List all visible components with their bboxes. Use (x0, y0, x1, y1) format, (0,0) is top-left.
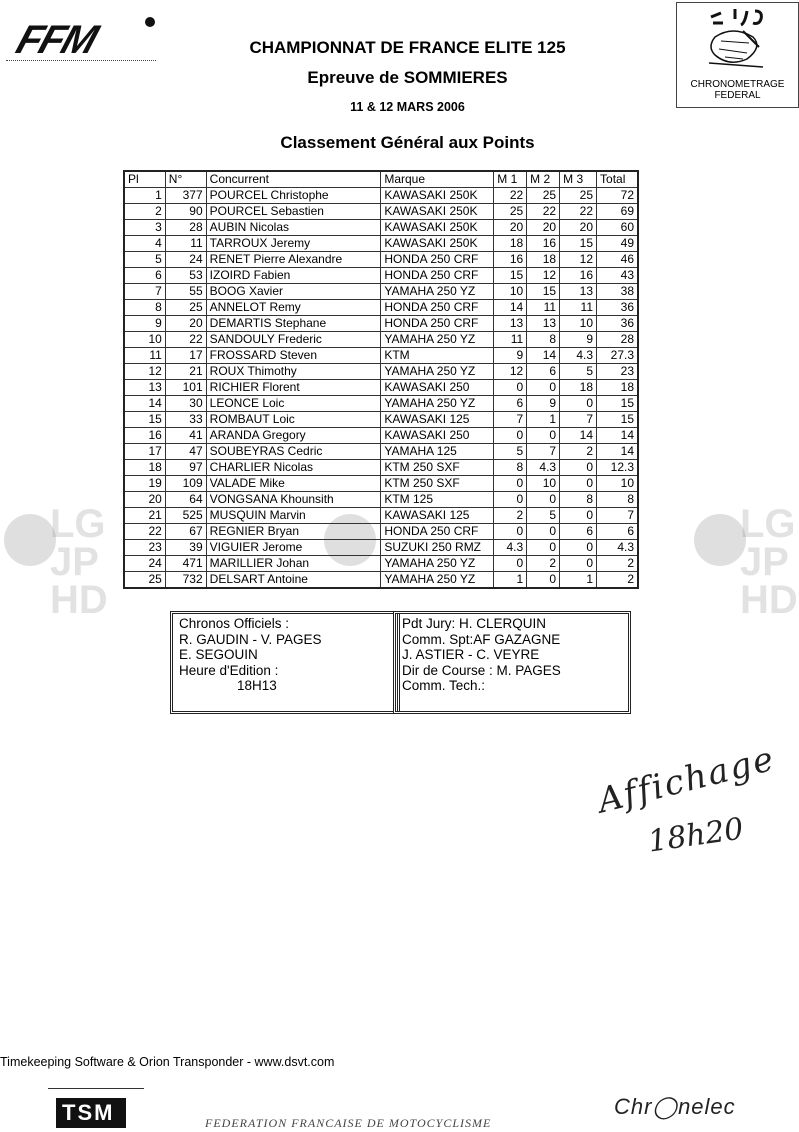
cell-position: 23 (124, 540, 165, 556)
cell-brand: KAWASAKI 125 (381, 508, 494, 524)
cell-total: 49 (597, 236, 638, 252)
cell-brand: KTM (381, 348, 494, 364)
cell-brand: YAMAHA 250 YZ (381, 364, 494, 380)
cell-m2: 5 (527, 508, 560, 524)
cell-number: 11 (165, 236, 206, 252)
table-row (124, 444, 638, 460)
table-row (124, 332, 638, 348)
cell-m1: 14 (494, 300, 527, 316)
table-row (124, 348, 638, 364)
cell-m1: 0 (494, 524, 527, 540)
cell-brand: YAMAHA 250 YZ (381, 284, 494, 300)
ffm-logo-underline (6, 60, 156, 65)
cell-total: 72 (597, 188, 638, 204)
cell-m3: 22 (560, 204, 597, 220)
cell-rider: RENET Pierre Alexandre (206, 252, 381, 268)
cell-m1: 1 (494, 572, 527, 589)
cell-total: 8 (597, 492, 638, 508)
page-title: CHAMPIONNAT DE FRANCE ELITE 125 (249, 38, 566, 57)
cell-m1: 10 (494, 284, 527, 300)
table-row (124, 508, 638, 524)
cell-brand: KAWASAKI 250K (381, 220, 494, 236)
officials-right-box (395, 613, 629, 712)
watermark-right: LG JP HD (740, 502, 798, 622)
cell-m2: 14 (527, 348, 560, 364)
ranking-title: Classement Général aux Points (280, 133, 535, 152)
cell-position: 15 (124, 412, 165, 428)
cell-m1: 16 (494, 252, 527, 268)
col-header-m1: M 1 (494, 171, 527, 188)
cell-m1: 0 (494, 380, 527, 396)
cell-rider: MUSQUIN Marvin (206, 508, 381, 524)
cell-m1: 6 (494, 396, 527, 412)
cell-brand: YAMAHA 250 YZ (381, 332, 494, 348)
cell-total: 36 (597, 316, 638, 332)
cell-m1: 0 (494, 492, 527, 508)
cell-brand: HONDA 250 CRF (381, 268, 494, 284)
table-row (124, 236, 638, 252)
cell-number: 22 (165, 332, 206, 348)
cell-total: 60 (597, 220, 638, 236)
cell-brand: KAWASAKI 250K (381, 236, 494, 252)
cell-position: 24 (124, 556, 165, 572)
cell-rider: DEMARTIS Stephane (206, 316, 381, 332)
table-row (124, 316, 638, 332)
table-row (124, 300, 638, 316)
cell-total: 2 (597, 556, 638, 572)
cell-m2: 9 (527, 396, 560, 412)
table-row (124, 204, 638, 220)
cell-m3: 14 (560, 428, 597, 444)
cell-m2: 10 (527, 476, 560, 492)
cell-brand: YAMAHA 250 YZ (381, 556, 494, 572)
footer-divider (48, 1088, 144, 1089)
table-row (124, 524, 638, 540)
cell-m3: 8 (560, 492, 597, 508)
cell-m2: 7 (527, 444, 560, 460)
cell-position: 21 (124, 508, 165, 524)
cell-brand: HONDA 250 CRF (381, 252, 494, 268)
cell-number: 41 (165, 428, 206, 444)
cell-brand: HONDA 250 CRF (381, 524, 494, 540)
cell-number: 47 (165, 444, 206, 460)
officials-right-line: Comm. Tech.: (402, 678, 486, 693)
cell-number: 55 (165, 284, 206, 300)
cell-brand: YAMAHA 250 YZ (381, 572, 494, 589)
cell-rider: AUBIN Nicolas (206, 220, 381, 236)
cell-brand: YAMAHA 125 (381, 444, 494, 460)
chronelec-logo: Chr◯nelec (614, 1094, 736, 1119)
cell-position: 3 (124, 220, 165, 236)
cell-total: 15 (597, 412, 638, 428)
cell-total: 12.3 (597, 460, 638, 476)
cell-m3: 0 (560, 508, 597, 524)
cell-number: 90 (165, 204, 206, 220)
col-header-rider: Concurrent (206, 171, 381, 188)
col-header-m3: M 3 (560, 171, 597, 188)
footer-software-credit: Timekeeping Software & Orion Transponder - www.dsvt.com (0, 1055, 335, 1069)
results-table (123, 170, 639, 589)
edition-time: 18H13 (237, 678, 277, 693)
cell-total: 14 (597, 428, 638, 444)
cell-number: 97 (165, 460, 206, 476)
cell-brand: KAWASAKI 250 (381, 380, 494, 396)
cell-brand: YAMAHA 250 YZ (381, 396, 494, 412)
cell-rider: BOOG Xavier (206, 284, 381, 300)
cell-rider: RICHIER Florent (206, 380, 381, 396)
cell-m3: 25 (560, 188, 597, 204)
col-header-brand: Marque (381, 171, 494, 188)
officials-left-box (172, 613, 398, 712)
cell-m2: 11 (527, 300, 560, 316)
cell-number: 17 (165, 348, 206, 364)
cell-m2: 0 (527, 428, 560, 444)
cell-total: 10 (597, 476, 638, 492)
table-row (124, 460, 638, 476)
cell-m1: 9 (494, 348, 527, 364)
tsm-logo (56, 1098, 126, 1128)
ffm-logo-dot (144, 16, 156, 28)
tsm-logo-text: TSM (62, 1100, 115, 1125)
cell-m2: 25 (527, 188, 560, 204)
cell-number: 64 (165, 492, 206, 508)
federal-label: FEDERAL (714, 90, 761, 101)
cell-rider: DELSART Antoine (206, 572, 381, 589)
cell-m1: 2 (494, 508, 527, 524)
cell-m3: 11 (560, 300, 597, 316)
cell-rider: ARANDA Gregory (206, 428, 381, 444)
cell-position: 10 (124, 332, 165, 348)
event-dates: 11 & 12 MARS 2006 (350, 100, 465, 114)
officials-right-line: Pdt Jury: H. CLERQUIN (402, 616, 547, 631)
cell-m2: 6 (527, 364, 560, 380)
cell-m3: 1 (560, 572, 597, 589)
cell-m2: 0 (527, 492, 560, 508)
officials-right-line: Comm. Spt:AF GAZAGNE (402, 631, 561, 647)
cell-number: 30 (165, 396, 206, 412)
cell-rider: SANDOULY Frederic (206, 332, 381, 348)
cell-number: 28 (165, 220, 206, 236)
cell-brand: KTM 250 SXF (381, 476, 494, 492)
cell-rider: POURCEL Christophe (206, 188, 381, 204)
cell-m3: 0 (560, 540, 597, 556)
cell-position: 8 (124, 300, 165, 316)
cell-m3: 18 (560, 380, 597, 396)
table-row (124, 364, 638, 380)
cell-m3: 10 (560, 316, 597, 332)
cell-rider: TARROUX Jeremy (206, 236, 381, 252)
cell-position: 22 (124, 524, 165, 540)
cell-brand: HONDA 250 CRF (381, 300, 494, 316)
cell-m1: 5 (494, 444, 527, 460)
cell-m3: 20 (560, 220, 597, 236)
cell-m3: 16 (560, 268, 597, 284)
cell-total: 38 (597, 284, 638, 300)
cell-number: 39 (165, 540, 206, 556)
cell-position: 1 (124, 188, 165, 204)
officials-right-line: Dir de Course : M. PAGES (402, 662, 561, 678)
table-row (124, 540, 638, 556)
officials-left-line: Heure d'Edition : (179, 662, 279, 678)
cell-position: 12 (124, 364, 165, 380)
cell-brand: SUZUKI 250 RMZ (381, 540, 494, 556)
cell-rider: CHARLIER Nicolas (206, 460, 381, 476)
cell-m1: 0 (494, 428, 527, 444)
cell-position: 9 (124, 316, 165, 332)
cell-brand: KAWASAKI 125 (381, 412, 494, 428)
table-row (124, 396, 638, 412)
cell-brand: KTM 250 SXF (381, 460, 494, 476)
cell-number: 525 (165, 508, 206, 524)
table-row (124, 380, 638, 396)
cell-total: 23 (597, 364, 638, 380)
chronometrage-badge (676, 2, 799, 108)
chronometrage-label: CHRONOMETRAGE (690, 79, 785, 90)
ffm-logo-text: FFM (11, 18, 102, 62)
cell-m3: 5 (560, 364, 597, 380)
cell-position: 16 (124, 428, 165, 444)
cell-number: 53 (165, 268, 206, 284)
cell-number: 20 (165, 316, 206, 332)
table-row (124, 220, 638, 236)
cell-total: 14 (597, 444, 638, 460)
table-row (124, 572, 638, 589)
cell-rider: POURCEL Sebastien (206, 204, 381, 220)
cell-brand: HONDA 250 CRF (381, 316, 494, 332)
cell-m2: 8 (527, 332, 560, 348)
cell-number: 25 (165, 300, 206, 316)
cell-position: 11 (124, 348, 165, 364)
event-name: Epreuve de SOMMIERES (307, 68, 508, 87)
cell-m3: 7 (560, 412, 597, 428)
cell-number: 471 (165, 556, 206, 572)
watermark-left: LG JP HD (50, 502, 108, 622)
officials-left-line: R. GAUDIN - V. PAGES (179, 631, 322, 647)
cell-brand: KAWASAKI 250K (381, 188, 494, 204)
cell-m1: 0 (494, 556, 527, 572)
cell-m1: 7 (494, 412, 527, 428)
cell-position: 4 (124, 236, 165, 252)
handwritten-affichage: Affichage (593, 738, 780, 822)
col-header-m2: M 2 (527, 171, 560, 188)
cell-total: 6 (597, 524, 638, 540)
cell-m1: 15 (494, 268, 527, 284)
cell-m3: 4.3 (560, 348, 597, 364)
results-body (124, 188, 638, 589)
cell-m1: 18 (494, 236, 527, 252)
cell-brand: KAWASAKI 250 (381, 428, 494, 444)
cell-rider: ROUX Thimothy (206, 364, 381, 380)
cell-m2: 1 (527, 412, 560, 428)
cell-number: 101 (165, 380, 206, 396)
cell-position: 5 (124, 252, 165, 268)
cell-m2: 4.3 (527, 460, 560, 476)
cell-total: 28 (597, 332, 638, 348)
cell-m3: 0 (560, 460, 597, 476)
table-row (124, 188, 638, 204)
col-header-position: Pl (124, 171, 165, 188)
cell-rider: VALADE Mike (206, 476, 381, 492)
cell-position: 25 (124, 572, 165, 589)
cell-total: 43 (597, 268, 638, 284)
cell-rider: ROMBAUT Loic (206, 412, 381, 428)
table-row (124, 492, 638, 508)
cell-m2: 0 (527, 572, 560, 589)
col-header-total: Total (597, 171, 638, 188)
cell-m3: 0 (560, 396, 597, 412)
cell-m3: 9 (560, 332, 597, 348)
officials-left-line: E. SEGOUIN (179, 647, 258, 662)
table-row (124, 428, 638, 444)
cell-m3: 12 (560, 252, 597, 268)
table-row (124, 284, 638, 300)
cell-m3: 2 (560, 444, 597, 460)
cell-position: 7 (124, 284, 165, 300)
table-row (124, 412, 638, 428)
cell-m3: 0 (560, 476, 597, 492)
cell-total: 36 (597, 300, 638, 316)
cell-m3: 13 (560, 284, 597, 300)
cell-total: 69 (597, 204, 638, 220)
cell-m2: 0 (527, 524, 560, 540)
cell-rider: VONGSANA Khounsith (206, 492, 381, 508)
cell-number: 33 (165, 412, 206, 428)
cell-position: 18 (124, 460, 165, 476)
footer-federation: FEDERATION FRANCAISE DE MOTOCYCLISME (205, 1116, 492, 1130)
cell-total: 7 (597, 508, 638, 524)
cell-m1: 25 (494, 204, 527, 220)
cell-rider: IZOIRD Fabien (206, 268, 381, 284)
chronometrage-logo-icon (703, 7, 773, 73)
cell-rider: ANNELOT Remy (206, 300, 381, 316)
cell-number: 732 (165, 572, 206, 589)
cell-number: 377 (165, 188, 206, 204)
table-row (124, 268, 638, 284)
cell-m2: 15 (527, 284, 560, 300)
cell-number: 109 (165, 476, 206, 492)
cell-number: 21 (165, 364, 206, 380)
cell-m2: 16 (527, 236, 560, 252)
cell-total: 18 (597, 380, 638, 396)
cell-position: 17 (124, 444, 165, 460)
cell-rider: REGNIER Bryan (206, 524, 381, 540)
cell-m2: 2 (527, 556, 560, 572)
cell-position: 19 (124, 476, 165, 492)
officials-left-line: Chronos Officiels : (179, 616, 290, 631)
cell-m3: 15 (560, 236, 597, 252)
cell-m2: 18 (527, 252, 560, 268)
cell-rider: MARILLIER Johan (206, 556, 381, 572)
cell-total: 4.3 (597, 540, 638, 556)
cell-rider: FROSSARD Steven (206, 348, 381, 364)
table-row (124, 252, 638, 268)
cell-brand: KTM 125 (381, 492, 494, 508)
cell-rider: LEONCE Loic (206, 396, 381, 412)
cell-m2: 0 (527, 540, 560, 556)
cell-rider: SOUBEYRAS Cedric (206, 444, 381, 460)
cell-total: 15 (597, 396, 638, 412)
cell-total: 27.3 (597, 348, 638, 364)
cell-position: 13 (124, 380, 165, 396)
cell-position: 6 (124, 268, 165, 284)
cell-total: 2 (597, 572, 638, 589)
cell-m2: 22 (527, 204, 560, 220)
handwritten-time: 18h20 (646, 811, 746, 860)
cell-m1: 20 (494, 220, 527, 236)
cell-m3: 6 (560, 524, 597, 540)
cell-total: 46 (597, 252, 638, 268)
cell-m1: 4.3 (494, 540, 527, 556)
cell-m1: 13 (494, 316, 527, 332)
cell-rider: VIGUIER Jerome (206, 540, 381, 556)
cell-m2: 12 (527, 268, 560, 284)
cell-m1: 22 (494, 188, 527, 204)
cell-position: 14 (124, 396, 165, 412)
cell-position: 20 (124, 492, 165, 508)
cell-position: 2 (124, 204, 165, 220)
cell-m1: 11 (494, 332, 527, 348)
cell-m2: 0 (527, 380, 560, 396)
cell-m2: 13 (527, 316, 560, 332)
cell-m1: 8 (494, 460, 527, 476)
cell-m2: 20 (527, 220, 560, 236)
officials-right-line: J. ASTIER - C. VEYRE (402, 647, 540, 662)
table-row (124, 476, 638, 492)
cell-m3: 0 (560, 556, 597, 572)
cell-brand: KAWASAKI 250K (381, 204, 494, 220)
cell-number: 67 (165, 524, 206, 540)
cell-m1: 12 (494, 364, 527, 380)
table-row (124, 556, 638, 572)
table-header-row (124, 171, 638, 188)
cell-number: 24 (165, 252, 206, 268)
cell-m1: 0 (494, 476, 527, 492)
col-header-number: N° (165, 171, 206, 188)
